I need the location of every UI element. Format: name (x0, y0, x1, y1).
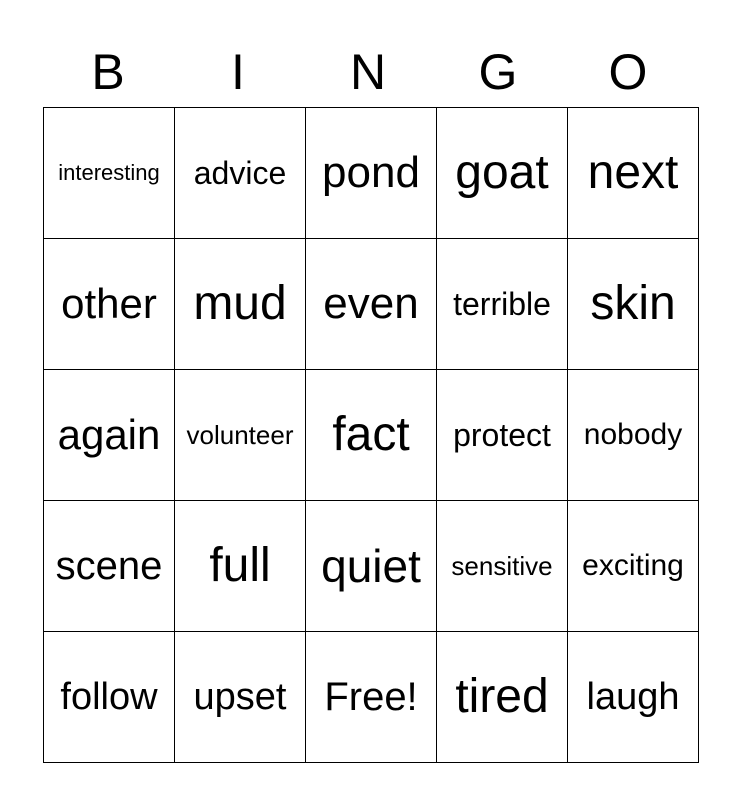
header-letter-b: B (91, 44, 125, 100)
bingo-cell: volunteer (175, 370, 306, 501)
bingo-cell: pond (306, 108, 437, 239)
bingo-cell: protect (437, 370, 568, 501)
board-row (44, 239, 699, 370)
bingo-cell: laugh (568, 632, 699, 763)
bingo-cell: again (44, 370, 175, 501)
bingo-cell: sensitive (437, 501, 568, 632)
bingo-cell: quiet (306, 501, 437, 632)
bingo-cell: upset (175, 632, 306, 763)
bingo-cell: other (44, 239, 175, 370)
bingo-board (43, 107, 699, 763)
bingo-cell: goat (437, 108, 568, 239)
bingo-cell: nobody (568, 370, 699, 501)
bingo-cell: next (568, 108, 699, 239)
header-letter-n: N (349, 44, 387, 100)
bingo-cell: tired (437, 632, 568, 763)
bingo-cell: fact (306, 370, 437, 501)
bingo-cell: skin (568, 239, 699, 370)
bingo-header (43, 40, 693, 104)
bingo-cell: scene (44, 501, 175, 632)
bingo-cell: full (175, 501, 306, 632)
board-row (44, 370, 699, 501)
header-letter-o: O (608, 44, 648, 100)
bingo-cell: exciting (568, 501, 699, 632)
bingo-cell: follow (44, 632, 175, 763)
board-row (44, 632, 699, 763)
bingo-cell: interesting (44, 108, 175, 239)
bingo-cell-free: Free! (306, 632, 437, 763)
board-row (44, 501, 699, 632)
bingo-cell: advice (175, 108, 306, 239)
board-row (44, 108, 699, 239)
header-letter-i: I (231, 44, 245, 100)
header-letter-g: G (478, 44, 518, 100)
bingo-cell: terrible (437, 239, 568, 370)
bingo-cell: even (306, 239, 437, 370)
bingo-cell: mud (175, 239, 306, 370)
